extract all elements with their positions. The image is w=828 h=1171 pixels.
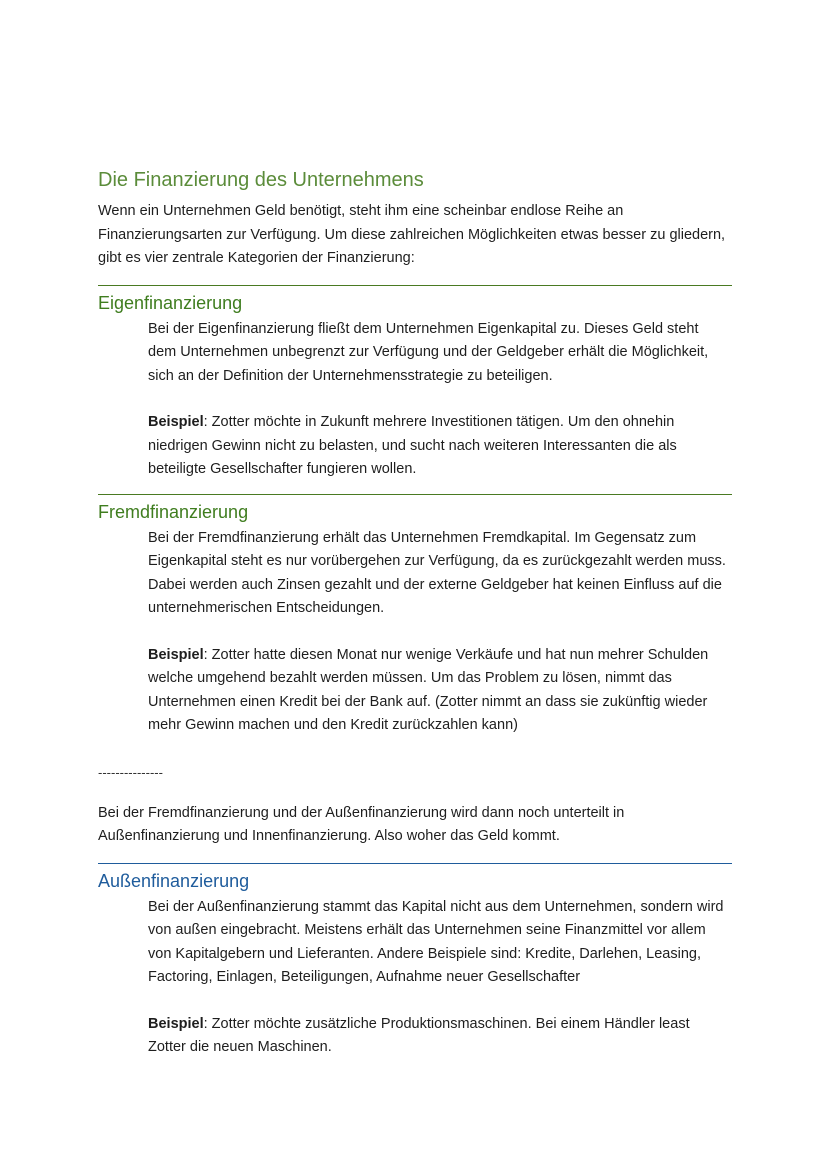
- page-title: Die Finanzierung des Unternehmens: [98, 169, 424, 191]
- example-text: : Zotter hatte diesen Monat nur wenige Verkäufe und hat nun mehrer Schulden welche umgehend bezahlt werden müssen. Um das Problem zu lösen, nimmt das Unternehmen einen Kredit bei der Bank auf. (Zotter nimmt an dass sie zukünftig wieder mehr Gewinn machen und den Kredit zurückzahlen kann): [148, 646, 709, 733]
- example-text: : Zotter möchte in Zukunft mehrere Investitionen tätigen. Um den ohnehin niedrigen Gewinn nicht zu belasten, und sucht nach weiteren Interessanten die als beteiligte Gesellschafter fungieren wollen.: [148, 414, 677, 477]
- section-text: Bei der Außenfinanzierung stammt das Kapital nicht aus dem Unternehmen, sondern wird von außen eingebracht. Meistens erhält das Unternehmen seine Finanzmittel vor allem von Kapitalgebern und Lieferanten. Andere Beispiele sind: Kredite, Darlehen, Leasing, Factoring, Einlagen, Beteiligungen, Aufnahme neuer Gesellschafter: [148, 898, 724, 985]
- section-heading: Fremdfinanzierung: [98, 501, 249, 522]
- example-label: Beispiel: [148, 1015, 204, 1032]
- section-text: Bei der Fremdfinanzierung erhält das Unternehmen Fremdkapital. Im Gegensatz zum Eigenkapital steht es nur vorübergehen zur Verfügung, da es zurückgezahlt werden muss. Dabei werden auch Zinsen gezahlt und der externe Geldgeber hat keinen Einfluss auf die unternehmerischen Entscheidungen.: [148, 529, 726, 616]
- intro-paragraph: Wenn ein Unternehmen Geld benötigt, steht ihm eine scheinbar endlose Reihe an Finanzierungsarten zur Verfügung. Um diese zahlreichen Möglichkeiten etwas besser zu gliedern, gibt es vier zentrale Kategorien der Finanzierung:: [98, 203, 726, 266]
- separator-line: ---------------: [98, 764, 163, 780]
- section-heading: Eigenfinanzierung: [98, 292, 243, 313]
- example-label: Beispiel: [148, 414, 204, 430]
- section-body: [98, 896, 732, 1060]
- section-fremdfinanzierung: [98, 494, 732, 738]
- interlude-paragraph: Bei der Fremdfinanzierung und der Außenfinanzierung wird dann noch unterteilt in Außenfinanzierung und Innenfinanzierung. Also woher das Geld kommt.: [98, 804, 625, 844]
- example-paragraph: [148, 1013, 728, 1060]
- example-paragraph: [148, 644, 728, 738]
- section-heading: Außenfinanzierung: [98, 870, 250, 891]
- example-label: Beispiel: [148, 646, 204, 663]
- example-paragraph: [148, 411, 728, 482]
- document-page: [98, 166, 732, 1060]
- section-aussenfinanzierung: [98, 863, 732, 1060]
- section-body: [98, 318, 732, 482]
- section-eigenfinanzierung: [98, 285, 732, 482]
- section-body: [98, 527, 732, 738]
- section-text: Bei der Eigenfinanzierung fließt dem Unternehmen Eigenkapital zu. Dieses Geld steht dem Unternehmen unbegrenzt zur Verfügung und der Geldgeber erhält die Möglichkeit, sich an der Definition der Unternehmensstrategie zu beteiligen.: [148, 320, 709, 384]
- example-text: : Zotter möchte zusätzliche Produktionsmaschinen. Bei einem Händler least Zotter die neuen Maschinen.: [148, 1015, 690, 1055]
